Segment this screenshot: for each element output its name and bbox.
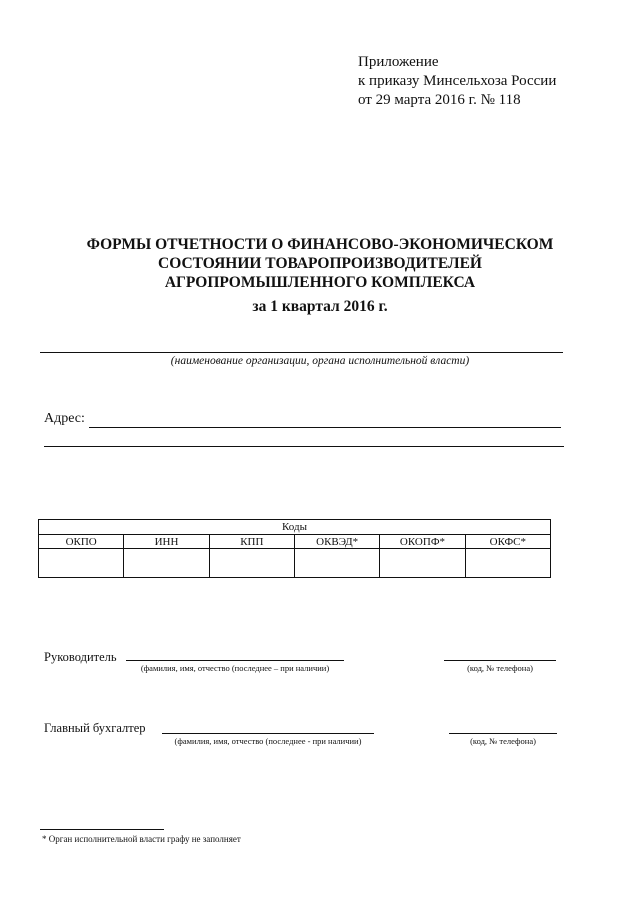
appendix-line-1: Приложение bbox=[358, 54, 439, 70]
appendix-line-3: от 29 марта 2016 г. № 118 bbox=[358, 92, 521, 108]
address-label: Адрес: bbox=[44, 411, 85, 426]
appendix-line-2: к приказу Минсельхоза России bbox=[358, 73, 557, 89]
title-line-1: ФОРМЫ ОТЧЕТНОСТИ О ФИНАНСОВО-ЭКОНОМИЧЕСКОМ bbox=[86, 236, 554, 253]
footnote-divider bbox=[40, 829, 164, 830]
head-phone-line[interactable] bbox=[444, 660, 556, 661]
codes-table bbox=[38, 519, 551, 578]
accountant-phone-line[interactable] bbox=[449, 733, 557, 734]
organization-name-line[interactable] bbox=[40, 352, 563, 353]
reporting-period: за 1 квартал 2016 г. bbox=[252, 298, 388, 315]
appendix-reference bbox=[358, 53, 556, 110]
title-line-3: АГРОПРОМЫШЛЕННОГО КОМПЛЕКСА bbox=[164, 274, 476, 291]
codes-header: Коды bbox=[39, 520, 551, 535]
code-column-inn: ИНН bbox=[124, 535, 209, 549]
title-line-2: СОСТОЯНИИ ТОВАРОПРОИЗВОДИТЕЛЕЙ bbox=[158, 255, 482, 272]
code-column-okfs: ОКФС* bbox=[465, 535, 550, 549]
head-label: Руководитель bbox=[44, 650, 117, 664]
head-name-caption: (фамилия, имя, отчество (последнее – при наличии) bbox=[140, 663, 330, 673]
code-cell-kpp[interactable] bbox=[209, 549, 294, 578]
code-cell-okopf[interactable] bbox=[380, 549, 465, 578]
code-cell-okfs[interactable] bbox=[465, 549, 550, 578]
document-title bbox=[40, 235, 600, 292]
accountant-name-line[interactable] bbox=[162, 733, 374, 734]
code-cell-inn[interactable] bbox=[124, 549, 209, 578]
code-column-okved: ОКВЭД* bbox=[294, 535, 379, 549]
address-line-1[interactable] bbox=[89, 427, 561, 428]
address-line-2[interactable] bbox=[44, 446, 564, 447]
code-column-okopf: ОКОПФ* bbox=[380, 535, 465, 549]
code-cell-okved[interactable] bbox=[294, 549, 379, 578]
head-phone-caption: (код, № телефона) bbox=[467, 663, 533, 673]
accountant-label: Главный бухгалтер bbox=[44, 721, 146, 735]
accountant-phone-caption: (код, № телефона) bbox=[470, 736, 536, 746]
code-column-okpo: ОКПО bbox=[39, 535, 124, 549]
footnote: * Орган исполнительной власти графу не заполняет bbox=[42, 834, 241, 844]
accountant-name-caption: (фамилия, имя, отчество (последнее - при наличии) bbox=[174, 736, 362, 746]
head-name-line[interactable] bbox=[126, 660, 344, 661]
code-cell-okpo[interactable] bbox=[39, 549, 124, 578]
code-column-kpp: КПП bbox=[209, 535, 294, 549]
organization-caption: (наименование организации, органа исполнительной власти) bbox=[170, 355, 470, 367]
